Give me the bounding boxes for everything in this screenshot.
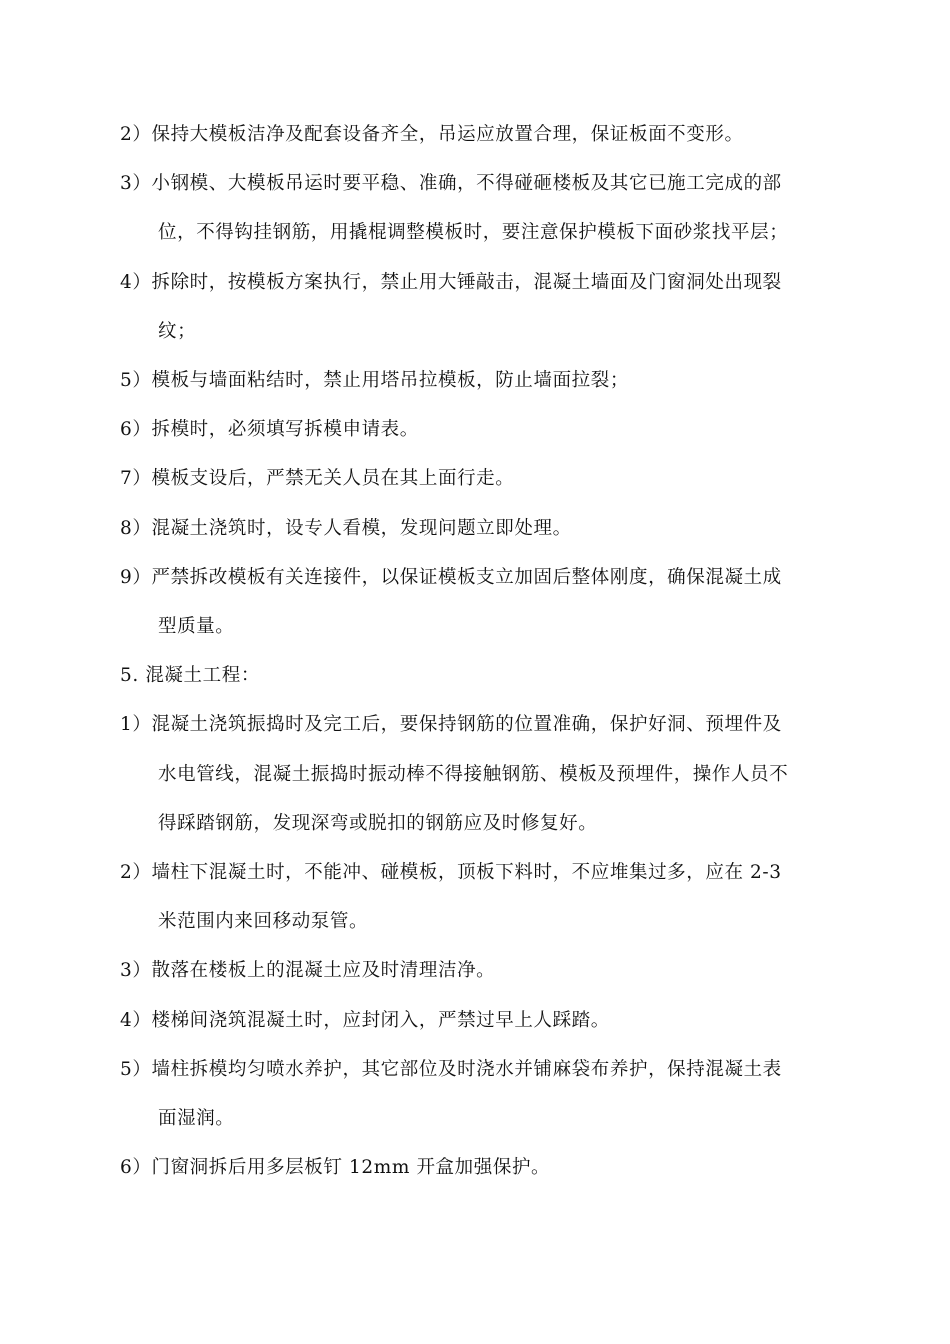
item-line: 型质量。 [158, 616, 235, 638]
item-line: 2）墙柱下混凝土时，不能冲、碰模板，顶板下料时，不应堆集过多，应在 2-3 [120, 862, 782, 884]
item-line: 5）墙柱拆模均匀喷水养护，其它部位及时浇水并铺麻袋布养护，保持混凝土表 [120, 1058, 782, 1080]
item-line: 3）散落在楼板上的混凝土应及时清理洁净。 [120, 960, 496, 982]
list-item [120, 553, 865, 651]
list-item [120, 258, 865, 356]
item-line: 7）模板支设后，严禁无关人员在其上面行走。 [120, 468, 515, 490]
list-item [120, 356, 865, 405]
item-line: 5）模板与墙面粘结时，禁止用塔吊拉模板，防止墙面拉裂； [120, 370, 629, 392]
list-item [120, 946, 865, 995]
list-item [120, 405, 865, 454]
list-item [120, 996, 865, 1045]
list-item [120, 504, 865, 553]
list-item [120, 700, 865, 848]
list-item [120, 1045, 865, 1143]
item-line: 9）严禁拆改模板有关连接件，以保证模板支立加固后整体刚度，确保混凝土成 [120, 566, 782, 588]
item-line: 米范围内来回移动泵管。 [158, 911, 369, 933]
item-line: 8）混凝土浇筑时，设专人看模，发现问题立即处理。 [120, 517, 572, 539]
item-line: 面湿润。 [158, 1108, 235, 1130]
list-item [120, 1143, 865, 1192]
item-line: 位，不得钩挂钢筋，用撬棍调整模板时，要注意保护模板下面砂浆找平层； [158, 222, 789, 244]
list-item [120, 848, 865, 946]
item-line: 水电管线，混凝土振捣时振动棒不得接触钢筋、模板及预埋件，操作人员不 [158, 763, 789, 785]
section-heading [120, 651, 865, 700]
list-item [120, 454, 865, 503]
item-line: 纹； [158, 320, 197, 342]
item-line: 1）混凝土浇筑振捣时及完工后，要保持钢筋的位置准确，保护好洞、预埋件及 [120, 714, 782, 736]
item-line: 6）拆模时，必须填写拆模申请表。 [120, 419, 419, 441]
item-line: 4）拆除时，按模板方案执行，禁止用大锤敲击，混凝土墙面及门窗洞处出现裂 [120, 271, 782, 293]
list-item [120, 110, 865, 159]
item-line: 4）楼梯间浇筑混凝土时，应封闭入，严禁过早上人踩踏。 [120, 1009, 610, 1031]
list-item [120, 159, 865, 257]
item-line: 3）小钢模、大模板吊运时要平稳、准确，不得碰砸楼板及其它已施工完成的部 [120, 173, 782, 195]
item-line: 6）门窗洞拆后用多层板钉 12mm 开盒加强保护。 [120, 1157, 551, 1179]
section-heading-text: 5. 混凝土工程： [120, 665, 260, 687]
document-body [120, 110, 865, 1192]
item-line: 得踩踏钢筋，发现深弯或脱扣的钢筋应及时修复好。 [158, 812, 598, 834]
item-line: 2）保持大模板洁净及配套设备齐全，吊运应放置合理，保证板面不变形。 [120, 124, 744, 145]
